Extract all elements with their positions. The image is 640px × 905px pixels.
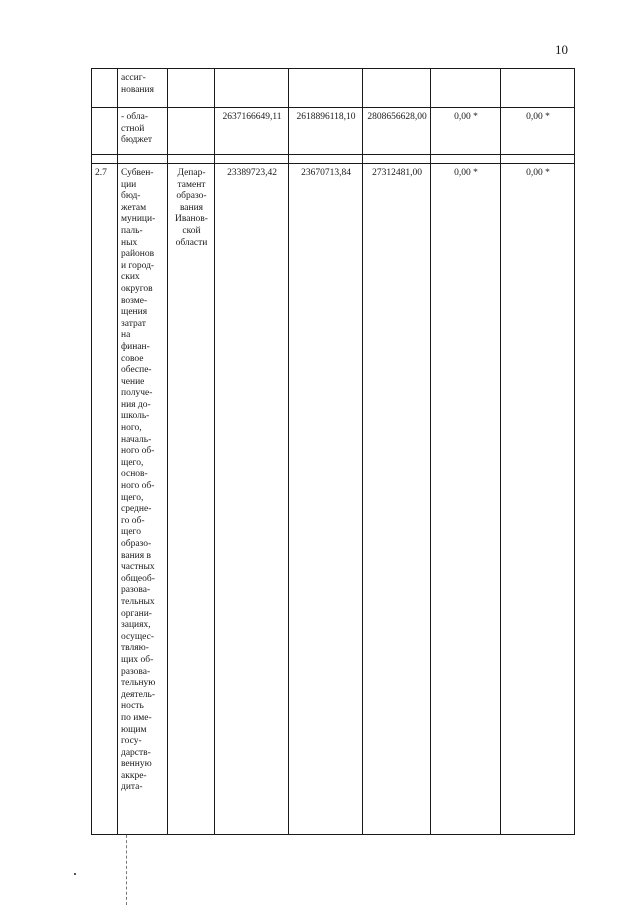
value-cell: 0,00 * xyxy=(501,108,575,155)
name-line: разова- xyxy=(121,585,151,596)
table-row xyxy=(92,164,575,835)
name-line: по име- xyxy=(121,712,152,723)
name-line: деятель- xyxy=(121,689,156,700)
name-line: ющим xyxy=(121,724,147,735)
name-line: разова- xyxy=(121,666,151,677)
name-line: началь- xyxy=(121,434,152,445)
name-line: бюджет xyxy=(121,135,153,146)
name-line: основ- xyxy=(121,469,148,480)
name-line: щих об- xyxy=(121,654,154,665)
name-line: ных xyxy=(121,237,138,248)
name-line: ного об- xyxy=(121,446,155,457)
name-line: паль- xyxy=(121,225,143,236)
row-name xyxy=(118,69,168,108)
name-line: го об- xyxy=(121,515,145,526)
name-line: бюд- xyxy=(121,191,141,202)
name-line: - обла- xyxy=(121,112,149,122)
name-line: на xyxy=(121,330,131,341)
name-line: совое xyxy=(121,353,144,364)
executor-line: области xyxy=(175,237,208,248)
name-line: аккре- xyxy=(121,770,147,781)
name-line: стной xyxy=(121,123,145,134)
value-cell: 2808656628,00 xyxy=(363,108,431,155)
executor-line: Иванов- xyxy=(175,214,208,225)
executor-line: Депар- xyxy=(177,168,206,178)
name-line: Субвен- xyxy=(121,168,154,178)
value-cell xyxy=(363,69,431,108)
name-line: щего xyxy=(121,527,141,538)
name-line: финан- xyxy=(121,341,150,352)
name-line: осущес- xyxy=(121,631,154,642)
name-line: нования xyxy=(121,84,154,95)
name-line: щего, xyxy=(121,492,144,503)
value-cell xyxy=(289,69,363,108)
name-line: зациях, xyxy=(121,620,151,631)
name-line: ских xyxy=(121,272,140,283)
row-executor xyxy=(168,164,215,835)
name-line: щего, xyxy=(121,457,144,468)
table-row xyxy=(92,69,575,108)
name-line: щения xyxy=(121,307,148,318)
value-cell: 2637166649,11 xyxy=(215,108,289,155)
name-line: образо- xyxy=(121,539,152,549)
row-number xyxy=(92,108,118,155)
row-executor xyxy=(168,108,215,155)
name-line: твляю- xyxy=(121,643,149,654)
name-line: районов xyxy=(121,249,155,260)
name-line: ассиг- xyxy=(121,73,146,83)
value-cell: 2618896118,10 xyxy=(289,108,363,155)
value-cell xyxy=(431,69,501,108)
name-line: округов xyxy=(121,283,153,294)
row-number: 2.7 xyxy=(92,164,118,835)
executor-line: образо- xyxy=(176,191,207,202)
name-line: органи- xyxy=(121,608,152,619)
value-cell: 23670713,84 xyxy=(289,164,363,835)
row-name xyxy=(118,164,168,835)
name-line: получе- xyxy=(121,388,153,399)
value-cell: 27312481,00 xyxy=(363,164,431,835)
name-line: ции xyxy=(121,179,137,190)
name-line: ного об- xyxy=(121,481,155,492)
name-line: дарств- xyxy=(121,747,151,758)
name-line: вания в xyxy=(121,550,151,561)
name-line: частных xyxy=(121,562,155,573)
name-line: обеспе- xyxy=(121,365,152,376)
row-name xyxy=(118,108,168,155)
name-line: дита- xyxy=(121,782,143,793)
value-cell xyxy=(215,69,289,108)
name-line: средне- xyxy=(121,504,152,515)
name-line: школь- xyxy=(121,411,150,422)
value-cell: 0,00 * xyxy=(431,108,501,155)
table-row xyxy=(92,108,575,155)
name-line: и город- xyxy=(121,260,155,271)
executor-line: тамент xyxy=(177,179,206,190)
name-line: ния до- xyxy=(121,399,151,410)
name-line: жетам xyxy=(121,202,147,213)
name-line: чение xyxy=(121,376,145,387)
value-cell: 0,00 * xyxy=(431,164,501,835)
row-number xyxy=(92,69,118,108)
name-line: тельную xyxy=(121,678,156,689)
budget-table xyxy=(91,68,575,835)
name-line: затрат xyxy=(121,318,146,329)
table-row-gap xyxy=(92,155,575,164)
name-line: госу- xyxy=(121,736,142,747)
value-cell xyxy=(501,69,575,108)
name-line: венную xyxy=(121,759,152,770)
scan-speck xyxy=(74,873,76,875)
page-number: 10 xyxy=(555,42,568,57)
name-line: муници- xyxy=(121,214,156,225)
row-executor xyxy=(168,69,215,108)
name-line: ность xyxy=(121,701,144,712)
executor-line: ской xyxy=(182,225,201,236)
name-line: тельных xyxy=(121,596,155,607)
name-line: возме- xyxy=(121,295,148,306)
name-line: общеоб- xyxy=(121,573,155,584)
executor-line: вания xyxy=(179,202,204,213)
value-cell: 23389723,42 xyxy=(215,164,289,835)
value-cell: 0,00 * xyxy=(501,164,575,835)
name-line: ного, xyxy=(121,423,142,434)
crop-mark xyxy=(126,835,127,905)
